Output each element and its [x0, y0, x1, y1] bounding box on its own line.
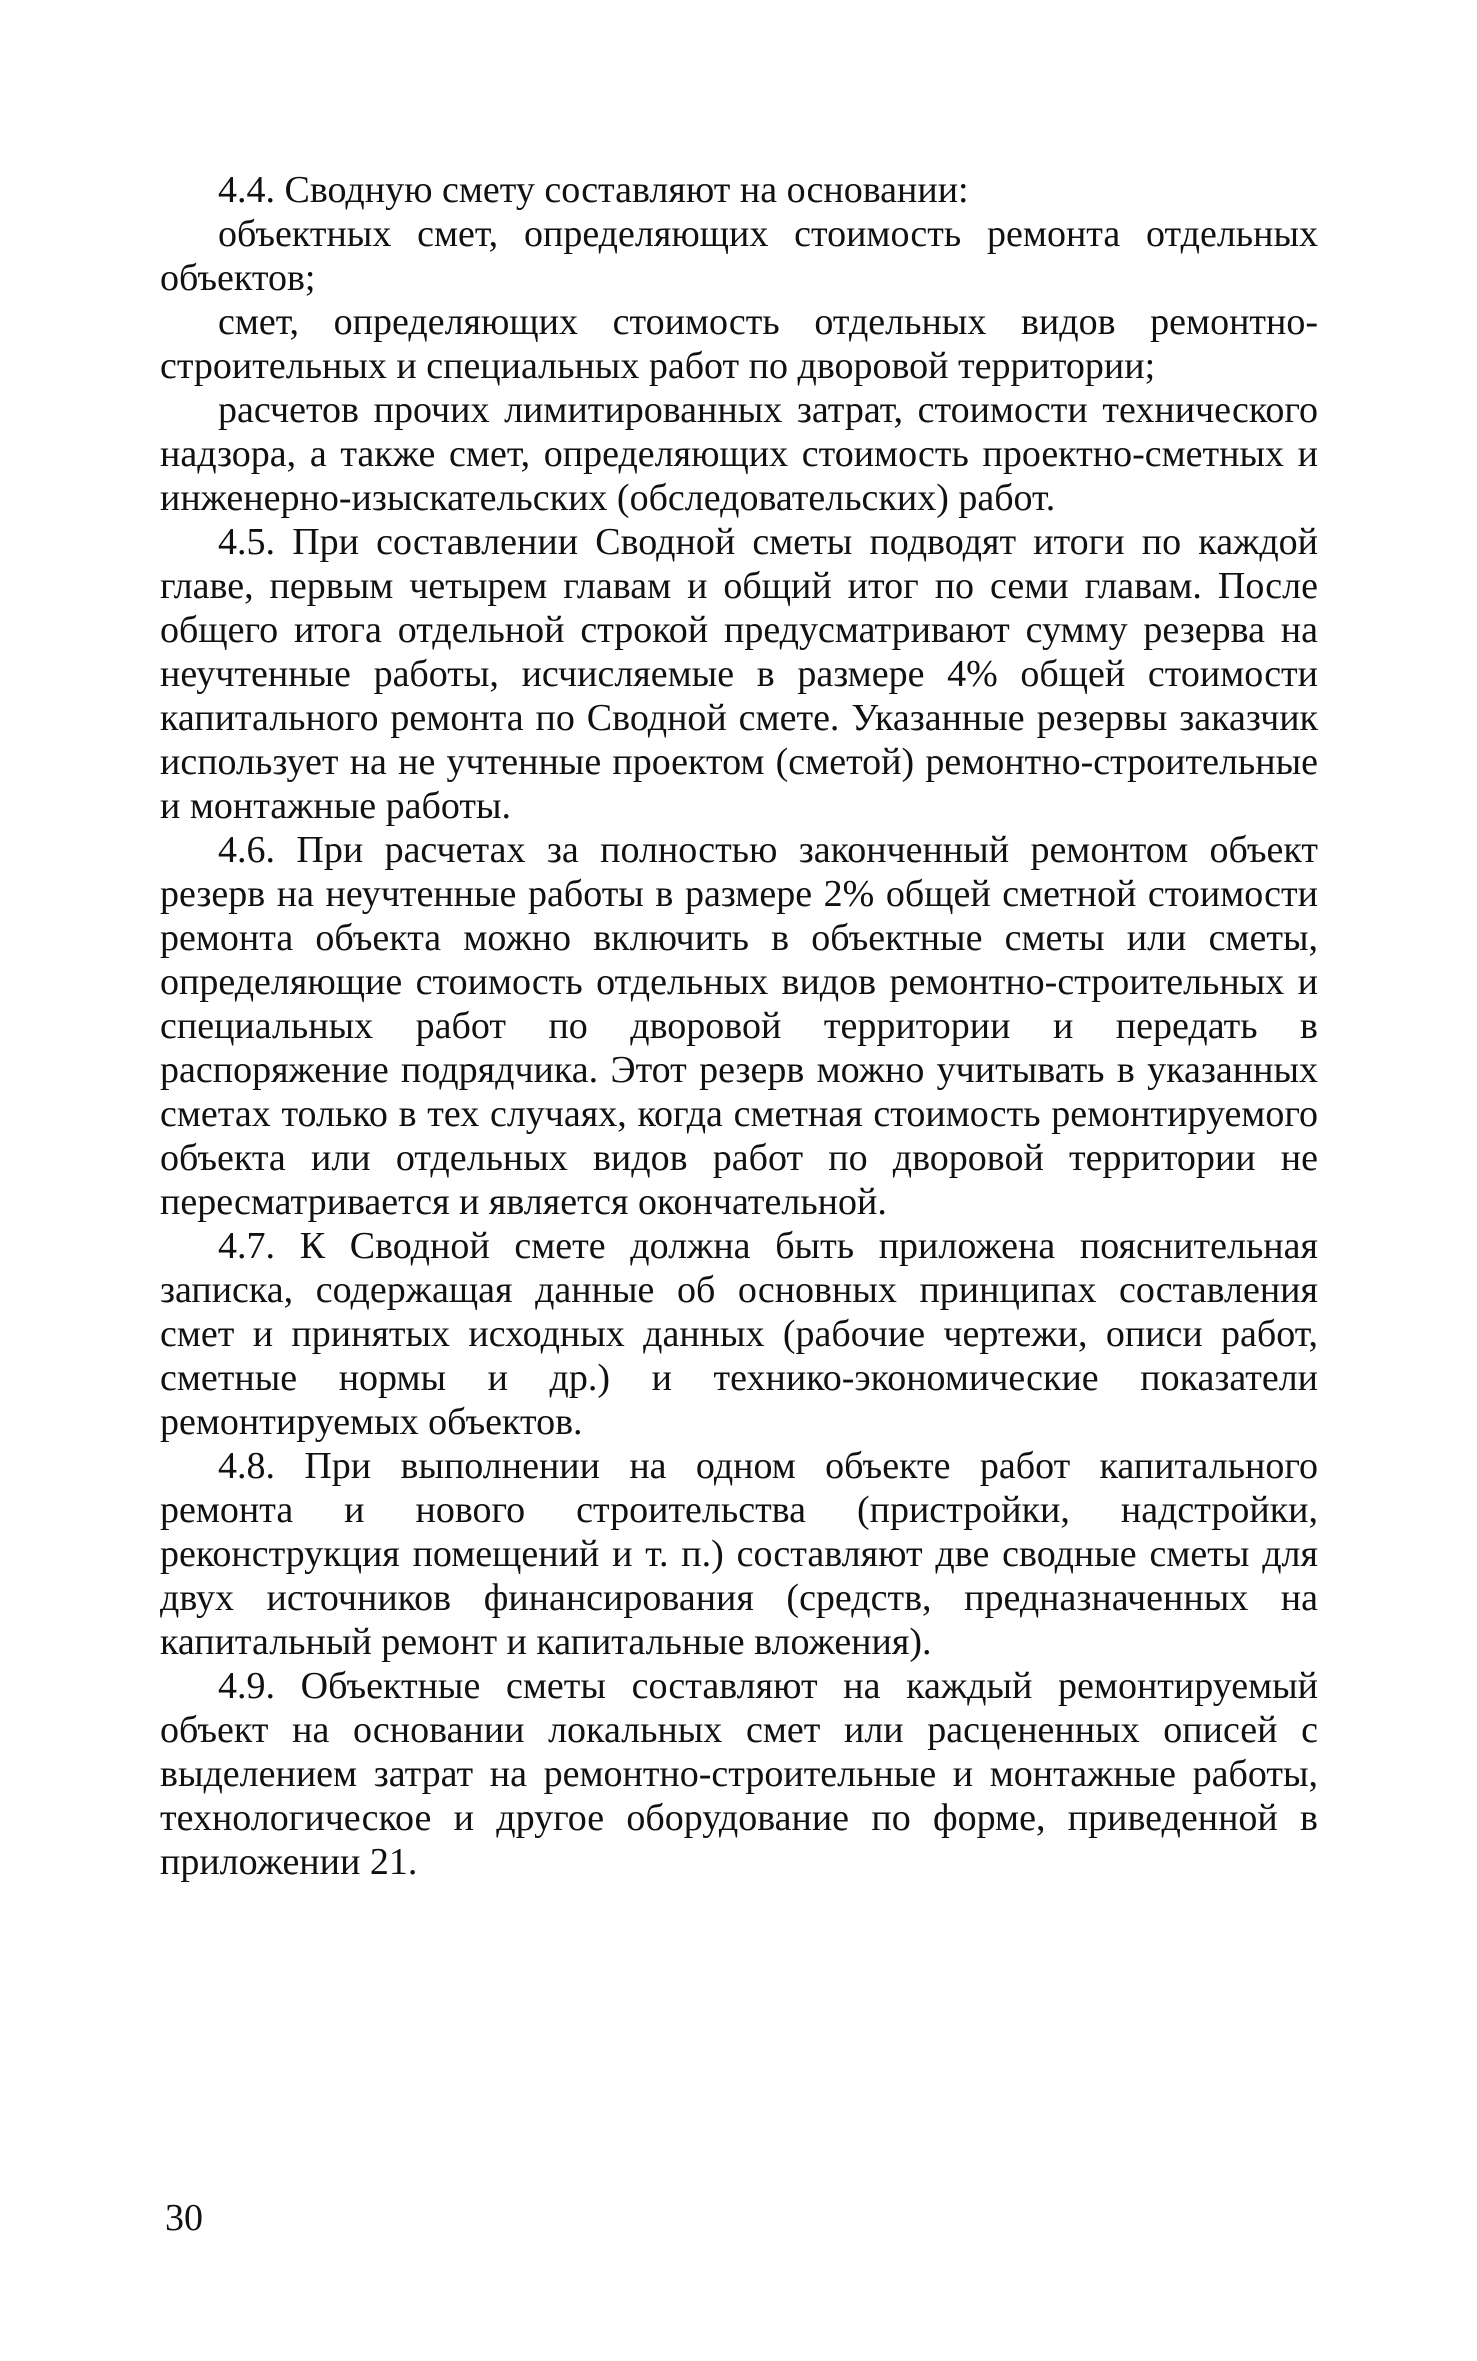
- paragraph-separate-works: смет, определяющих стоимость отдельных видов ремонтно-строительных и специальных работ по дворовой территории;: [160, 301, 1318, 387]
- paragraph-4-9: 4.9. Объектные сметы составляют на каждый ремонтируемый объект на основании локальных смет или расцененных описей с выделением затрат на ремонтно-строительные и монтажные работы, технологическое и другое оборудование по форме, приведенной в приложении 21.: [160, 1665, 1318, 1883]
- paragraph-4-4: 4.4. Сводную смету составляют на основании:: [218, 169, 969, 211]
- paragraph-4-5: 4.5. При составлении Сводной сметы подводят итоги по каждой главе, первым четырем главам и общий итог по семи главам. После общего итога отдельной строкой предусматривают сумму резерва на неучтенные работы, исчисляемые в размере 4% общей стоимости капитального ремонта по Сводной смете. Указанные резервы заказчик использует на не учтенные проектом (сметой) ремонтно-строительные и монтажные работы.: [160, 521, 1318, 827]
- paragraph-4-7: 4.7. К Сводной смете должна быть приложена пояснительная записка, содержащая данные об основных принципах составления смет и принятых исходных данных (рабочие чертежи, описи работ, сметные нормы и др.) и технико-экономические показатели ремонтируемых объектов.: [160, 1225, 1318, 1443]
- paragraph-other-costs: расчетов прочих лимитированных затрат, стоимости технического надзора, а также смет, определяющих стоимость проектно-сметных и инженерно-изыскательских (обследовательских) работ.: [160, 389, 1318, 519]
- paragraph-object-estimates: объектных смет, определяющих стоимость ремонта отдельных объектов;: [160, 213, 1318, 299]
- body-text: [160, 168, 1318, 1884]
- paragraph-4-6: 4.6. При расчетах за полностью законченный ремонтом объект резерв на неучтенные работы в размере 2% общей сметной стоимости ремонта объекта можно включить в объектные сметы или сметы, определяющие стоимость отдельных видов ремонтно-строительных и специальных работ по дворовой территории и передать в распоряжение подрядчика. Этот резерв можно учитывать в указанных сметах только в тех случаях, когда сметная стоимость ремонтируемого объекта или отдельных видов работ по дворовой территории не пересматривается и является окончательной.: [160, 829, 1318, 1223]
- paragraph-4-8: 4.8. При выполнении на одном объекте работ капитального ремонта и нового строительства (пристройки, надстройки, реконструкция помещений и т. п.) составляют две сводные сметы для двух источников финансирования (средств, предназначенных на капитальный ремонт и капитальные вложения).: [160, 1445, 1318, 1663]
- page-number: 30: [165, 2197, 203, 2239]
